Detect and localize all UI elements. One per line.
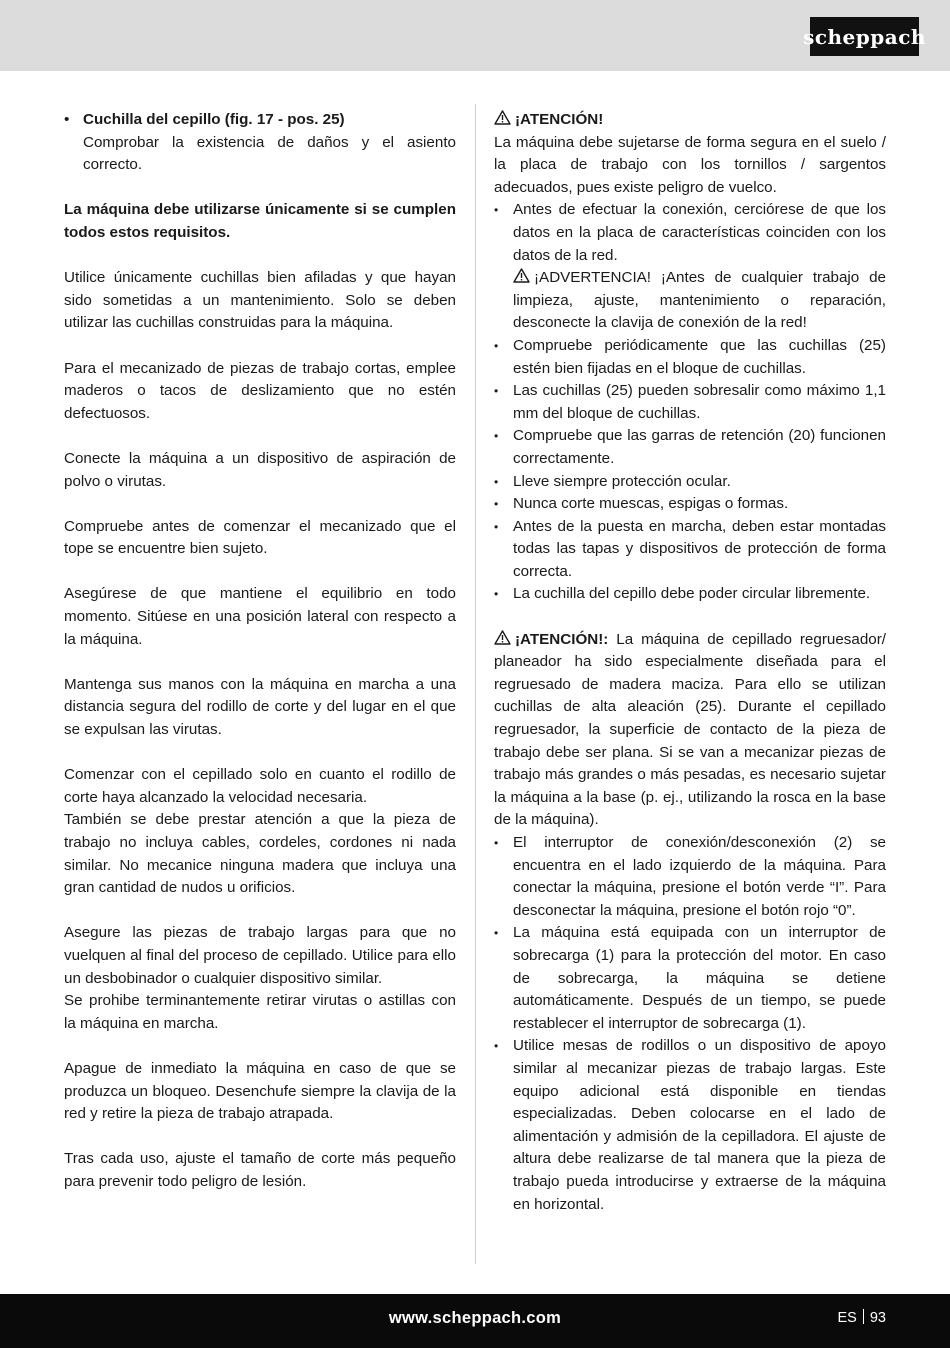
list-item: • La cuchilla del cepillo debe poder circular libremente.	[494, 583, 886, 606]
list-item-text: Antes de efectuar la conexión, cerciórese de que los datos en la placa de características coinciden con los datos de la red.	[513, 201, 886, 264]
list-item: • Compruebe periódicamente que las cuchillas (25) estén bien fijadas en el bloque de cuchillas.	[494, 335, 886, 380]
column-divider	[475, 104, 476, 1264]
paragraph: Mantenga sus manos con la máquina en marcha a una distancia segura del rodillo de corte y del lugar en el que se expulsan las virutas.	[64, 675, 456, 739]
attention-paragraph	[494, 629, 886, 832]
list-item: • Antes de la puesta en marcha, deben estar montadas todas las tapas y dispositivos de protección de forma correcta.	[494, 516, 886, 584]
list-item	[494, 199, 886, 335]
paragraph: Se prohibe terminantemente retirar virutas o astillas con la máquina en marcha.	[64, 992, 456, 1032]
list-item: • Lleve siempre protección ocular.	[494, 471, 886, 494]
paragraph: Apague de inmediato la máquina en caso de que se produzca un bloqueo. Desenchufe siempre la clavija de la red y retire la pieza de trabajo atrapada.	[64, 1059, 456, 1123]
paragraph: También se debe prestar atención a que la pieza de trabajo no incluya cables, cordeles, cordones ni nada similar. No mecanice ninguna madera que incluya una gran cantidad de nudos u orificios.	[64, 811, 456, 897]
footer-bar	[0, 1294, 950, 1348]
paragraph: Tras cada uso, ajuste el tamaño de corte más pequeño para prevenir todo peligro de lesión.	[64, 1150, 456, 1190]
separator	[863, 1309, 864, 1324]
list-item: • Compruebe que las garras de retención (20) funcionen correctamente.	[494, 425, 886, 470]
right-column	[494, 109, 886, 1216]
list-item: • El interruptor de conexión/desconexión (2) se encuentra en el lado izquierdo de la máquina. Para conectar la máquina, presione el botón verde “I”. Para desconectar la máquina, presione el botón rojo “0”.	[494, 832, 886, 922]
list-item: • Nunca corte muescas, espigas o formas.	[494, 493, 886, 516]
warning-triangle-icon	[494, 630, 511, 645]
list-item: • Las cuchillas (25) pueden sobresalir como máximo 1,1 mm del bloque de cuchillas.	[494, 380, 886, 425]
paragraph: Asegure las piezas de trabajo largas para que no vuelquen al final del proceso de cepillado. Utilice para ello un desbobinador o cualquier dispositivo similar.	[64, 924, 456, 987]
header-bar	[0, 0, 950, 71]
safety-list	[494, 199, 886, 606]
website-url: www.scheppach.com	[388, 1309, 562, 1327]
attention-title: ¡ATENCIÓN!	[515, 111, 604, 128]
attention-title: ¡ATENCIÓN!:	[515, 630, 609, 648]
warning-triangle-icon	[494, 110, 511, 125]
warning-text: ¡ADVERTENCIA! ¡Antes de cualquier trabajo de limpieza, ajuste, mantenimiento o reparación, desconecte la clavija de conexión de la red!	[513, 269, 886, 332]
paragraph: Comenzar con el cepillado solo en cuanto el rodillo de corte haya alcanzado la velocidad necesaria.	[64, 766, 456, 806]
paragraph: Utilice únicamente cuchillas bien afiladas y que hayan sido sometidas a un mantenimiento. Solo se deben utilizar las cuchillas construidas para la máquina.	[64, 269, 456, 332]
requirement-note: La máquina debe utilizarse únicamente si se cumplen todos estos requisitos.	[64, 201, 456, 241]
list-item: • Utilice mesas de rodillos o un dispositivo de apoyo similar al mecanizar piezas de trabajo largas. Este equipo adicional está disponible en tiendas especializadas. Deben colocarse en el lado de alimentación y admisión de la cepilladora. El ajuste de altura debe realizarse de tal manera que la pieza de trabajo pueda introducirse y extraerse de la máquina en horizontal.	[494, 1035, 886, 1216]
warning-triangle-icon	[513, 268, 530, 283]
paragraph: Para el mecanizado de piezas de trabajo cortas, emplee maderos o tacos de deslizamiento que no estén defectuosos.	[64, 359, 456, 422]
language-code: ES	[837, 1310, 857, 1326]
left-column	[64, 109, 456, 1194]
attention-text: La máquina debe sujetarse de forma segura en el suelo / la placa de trabajo con los tornillos / sargentos adecuados, pues existe peligro de vuelco.	[494, 133, 886, 196]
paragraph: Conecte la máquina a un dispositivo de aspiración de polvo o virutas.	[64, 449, 456, 490]
operation-list	[494, 832, 886, 1216]
attention-heading	[494, 109, 886, 132]
brand-logo: scheppach	[810, 17, 919, 56]
list-item: • La máquina está equipada con un interruptor de sobrecarga (1) para la protección del motor. En caso de sobrecarga, la máquina se detiene automáticamente. Después de un tiempo, se puede restablecer el interruptor de sobrecarga (1).	[494, 922, 886, 1035]
blade-check-item	[64, 109, 456, 177]
blade-check-text: Comprobar la existencia de daños y el asiento correcto.	[83, 133, 456, 174]
warning-note	[513, 267, 886, 335]
page-number: 93	[869, 1310, 886, 1326]
paragraph: Asegúrese de que mantiene el equilibrio en todo momento. Sitúese en una posición lateral con respecto a la máquina.	[64, 585, 456, 648]
blade-check-title: • Cuchilla del cepillo (fig. 17 - pos. 25)	[83, 111, 345, 128]
page-indicator	[838, 1294, 886, 1343]
paragraph: Compruebe antes de comenzar el mecanizado que el tope se encuentre bien sujeto.	[64, 517, 456, 558]
attention-text: La máquina de cepillado regruesador/ planeador ha sido especialmente diseñada para el regruesado de madera maciza. Para ello se utilizan cuchillas de alta aleación (25). Durante el cepillado regruesador, la superficie de contacto de la pieza de trabajo debe ser plana. Si se van a mecanizar piezas de trabajo más grandes o más pesadas, es necesario sujetar la máquina a la base (p. ej., utilizando la rosca en la base de la máquina).	[494, 630, 886, 829]
